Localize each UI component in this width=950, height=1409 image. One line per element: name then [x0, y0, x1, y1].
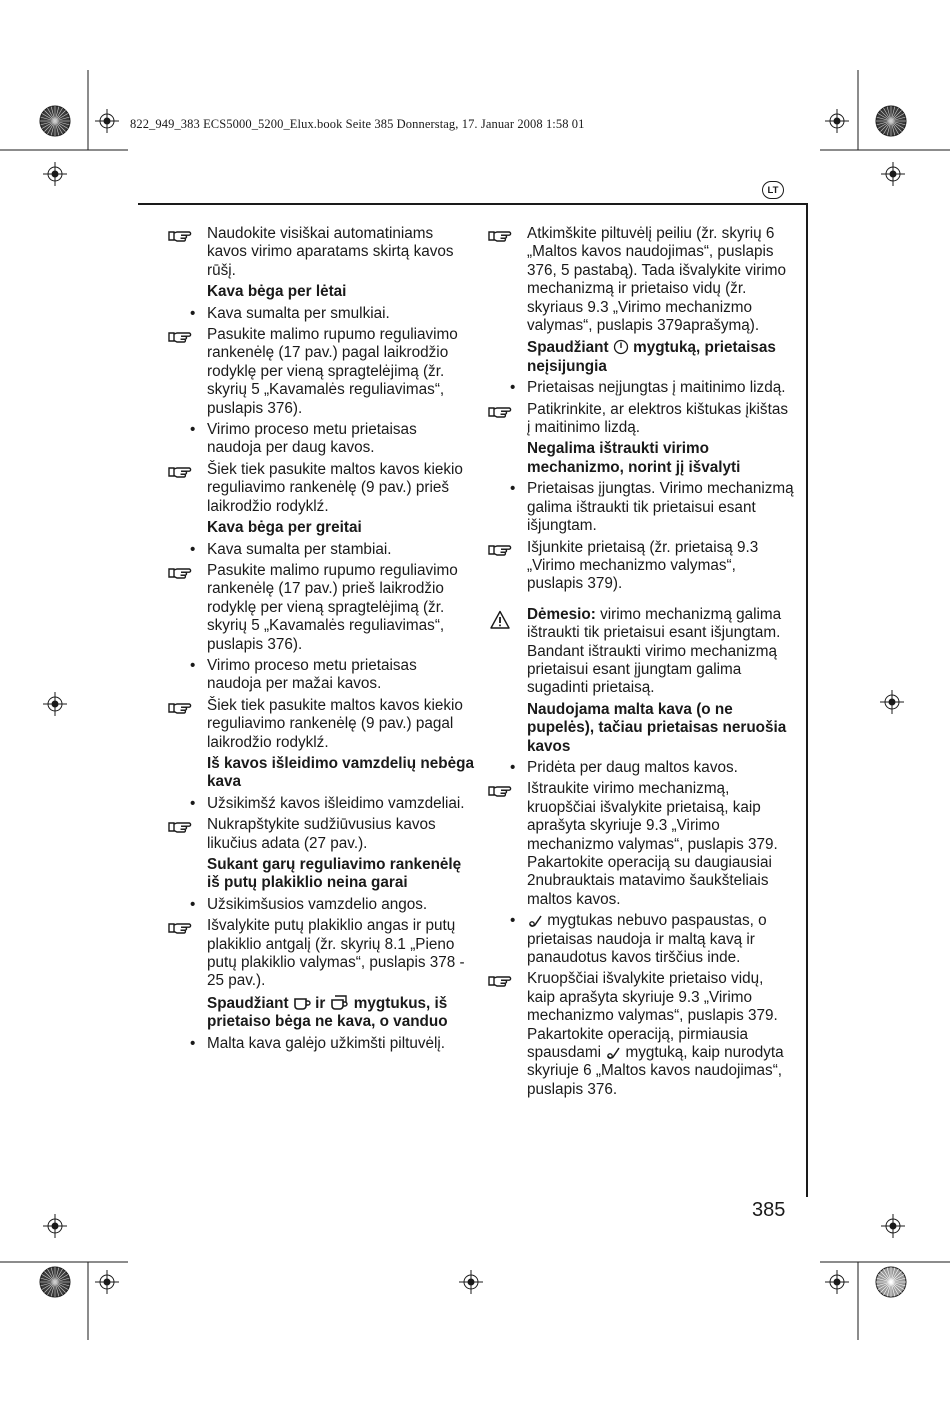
instruction-item — [168, 562, 474, 654]
instruction-item — [168, 326, 474, 418]
pointing-hand-icon — [488, 783, 512, 798]
registration-target — [48, 697, 62, 711]
problem-heading — [168, 755, 474, 792]
pointing-hand-icon — [168, 819, 192, 834]
cause-text: Pridėta per daug maltos kavos. — [527, 758, 738, 776]
disc-ray — [891, 107, 895, 121]
problem-heading — [488, 338, 794, 376]
pointing-hand-marker — [488, 541, 527, 559]
pointing-hand-icon — [488, 542, 512, 557]
warning-text: virimo mechanizmą galima ištraukti tik prietaisui esant išjungtam. Bandant ištraukti virimo mechanizmą prietaisui esant įjungtam galima sugadinti prietaisą. — [527, 605, 782, 697]
disc-ray — [55, 121, 68, 129]
disc-ray — [55, 1278, 69, 1282]
instruction-text: Pasukite malimo rupumo reguliavimo rankenėlę (17 pav.) pagal laikrodžio rodyklę per vieną spragtelėjimą (žr. skyrių 5 „Kavamalės reguliavimas“, puslapis 376). — [207, 326, 458, 417]
instruction-text: Nukrapštykite sudžiūvusius kavos likučius adata (27 pav.). — [207, 816, 436, 852]
disc-ray — [48, 1269, 56, 1282]
language-badge: LT — [762, 181, 784, 199]
cause-text: Kava sumalta per stambiai. — [207, 540, 392, 558]
pointing-hand-icon — [488, 228, 512, 243]
instruction-item — [168, 461, 474, 516]
disc-ray — [55, 121, 63, 134]
print-metadata: 822_949_383 ECS5000_5200_Elux.book Seite 385 Donnerstag, 17. Januar 2008 1:58 01 — [130, 117, 585, 131]
bullet-marker — [168, 896, 207, 914]
disc-ray — [878, 1282, 891, 1290]
problem-heading — [168, 283, 474, 301]
cause-item — [488, 480, 794, 535]
disc-ray — [877, 117, 891, 121]
disc-ray — [48, 108, 56, 121]
single-cup-icon — [293, 995, 311, 1011]
disc-ray — [55, 1282, 59, 1296]
disc-ray — [880, 121, 891, 132]
bullet-marker — [168, 657, 207, 675]
disc-ray — [884, 1269, 892, 1282]
registration-dot — [104, 1279, 110, 1285]
disc-ray — [44, 1271, 55, 1282]
bullet-dot: • — [190, 1034, 196, 1052]
registration-target — [830, 114, 844, 128]
problem-heading-text: Naudojama malta kava (o ne pupelės), tačiau prietaisas neruošia kavos — [527, 700, 787, 755]
pointing-hand-marker — [488, 782, 527, 800]
registration-target — [48, 1219, 62, 1233]
registration-dot — [468, 1279, 474, 1285]
power-icon — [613, 338, 629, 355]
instruction-item — [168, 917, 474, 991]
color-bar-disc — [876, 106, 906, 136]
ground-coffee-scoop-icon — [605, 1045, 621, 1060]
pointing-hand-marker — [168, 919, 207, 937]
warning-marker — [490, 610, 529, 628]
registration-target — [464, 1275, 478, 1289]
disc-ray — [55, 1282, 66, 1293]
instruction-item — [488, 539, 794, 594]
problem-heading-text: Kava bėga per lėtai — [207, 283, 347, 301]
instruction-item — [488, 970, 794, 1099]
disc-ray — [55, 121, 59, 135]
instruction-item — [488, 401, 794, 438]
cause-item — [168, 421, 474, 458]
disc-ray — [891, 1282, 905, 1286]
disc-ray — [891, 117, 905, 121]
disc-ray — [51, 121, 55, 135]
pointing-hand-marker — [488, 227, 527, 245]
pointing-hand-icon — [168, 700, 192, 715]
pointing-hand-marker — [168, 564, 207, 582]
instruction-item — [488, 780, 794, 909]
disc-ray — [891, 1278, 905, 1282]
disc-ray — [887, 1268, 891, 1282]
pointing-hand-marker — [168, 818, 207, 836]
cause-text: Užsikimšź kavos išleidimo vamzdeliai. — [207, 794, 465, 812]
right-column — [488, 225, 794, 1102]
disc-ray — [55, 1282, 69, 1286]
pointing-hand-marker — [168, 328, 207, 346]
bullet-marker — [488, 912, 527, 930]
bullet-dot: • — [190, 794, 196, 812]
disc-ray — [891, 114, 904, 122]
instruction-text: Šiek tiek pasukite maltos kavos kiekio reguliavimo rankenėlę (9 pav.) prieš laikrodžio rodyklź. — [207, 460, 463, 515]
bullet-dot: • — [190, 895, 196, 913]
problem-heading-text: Kava bėga per greitai — [207, 519, 362, 537]
disc-ray — [891, 121, 905, 125]
registration-target — [886, 1219, 900, 1233]
disc-ray — [891, 1282, 904, 1290]
cause-item — [488, 759, 794, 777]
cause-text: Virimo proceso metu prietaisas naudoja per mažai kavos. — [207, 656, 417, 693]
color-bar-disc — [876, 1267, 906, 1297]
disc-ray — [55, 1271, 66, 1282]
pointing-hand-icon — [488, 973, 512, 988]
disc-ray — [55, 1282, 68, 1290]
instruction-text-a: Kruopščiai išvalykite prietaiso vidų, kaip aprašyta skyriuje 9.3 „Virimo mechanizmo valymas“, puslapis 379. Pakartokite operaciją, pirmiausia spausdami — [527, 970, 778, 1062]
bullet-marker — [168, 1035, 207, 1053]
heading-text-a: Spaudžiant — [527, 339, 609, 357]
disc-ray — [887, 107, 891, 121]
disc-ray — [55, 1282, 63, 1295]
cause-item — [168, 795, 474, 813]
bullet-dot: • — [190, 304, 196, 322]
disc-ray — [887, 121, 891, 135]
bullet-marker — [168, 305, 207, 323]
pointing-hand-icon — [168, 228, 192, 243]
bullet-dot: • — [190, 656, 196, 674]
bullet-dot: • — [510, 912, 516, 930]
disc-ray — [891, 1275, 904, 1283]
cause-text: Prietaisas neįjungtas į maitinimo lizdą. — [527, 379, 786, 397]
disc-ray — [51, 107, 55, 121]
disc-ray — [880, 1282, 891, 1293]
instruction-text: Atkimškite piltuvėlį peiliu (žr. skyrių 6 „Maltos kavos naudojimas“, puslapis 376, 5 pastabą). Tada išvalykite virimo mechanizmą ir prietaiso vidų (žr. skyriaus 9.3 „Virimo mechanizmo valymas“, puslapis 379aprašymą). — [527, 225, 787, 335]
cause-text: Prietaisas įjungtas. Virimo mechanizmą galima ištraukti tik prietaisui esant išjungtam. — [527, 480, 794, 535]
cause-item — [488, 912, 794, 967]
cause-item — [168, 896, 474, 914]
cause-item — [168, 305, 474, 323]
pointing-hand-icon — [168, 920, 192, 935]
instruction-item — [168, 697, 474, 752]
disc-ray — [48, 121, 56, 134]
bullet-marker — [168, 795, 207, 813]
cause-text: mygtukas nebuvo paspaustas, o prietaisas naudoja ir maltą kavą ir panaudotus kavos tirščius inde. — [527, 912, 767, 967]
registration-dot — [104, 118, 110, 124]
disc-ray — [891, 1282, 902, 1293]
pointing-hand-icon — [488, 404, 512, 419]
bullet-marker — [488, 759, 527, 777]
instruction-item — [168, 816, 474, 853]
cause-text: Kava sumalta per smulkiai. — [207, 304, 390, 322]
warning-item — [488, 606, 794, 698]
registration-dot — [834, 118, 840, 124]
disc-ray — [55, 1269, 63, 1282]
disc-ray — [891, 1269, 899, 1282]
page-number: 385 — [752, 1199, 786, 1221]
registration-target — [830, 1275, 844, 1289]
disc-ray — [44, 1282, 55, 1293]
disc-ray — [41, 121, 55, 125]
pointing-hand-icon — [168, 565, 192, 580]
disc-ray — [55, 107, 59, 121]
disc-ray — [41, 117, 55, 121]
disc-ray — [877, 121, 891, 125]
registration-dot — [834, 1279, 840, 1285]
disc-ray — [878, 121, 891, 129]
left-column — [168, 225, 474, 1056]
problem-heading — [168, 519, 474, 537]
bullet-dot: • — [510, 758, 516, 776]
cause-text: Malta kava galėjo užkimšti piltuvėlį. — [207, 1034, 446, 1052]
bullet-dot: • — [510, 480, 516, 498]
disc-ray — [55, 1268, 59, 1282]
disc-ray — [891, 1282, 899, 1295]
bullet-marker — [488, 480, 527, 498]
disc-ray — [880, 110, 891, 121]
disc-ray — [55, 108, 63, 121]
disc-ray — [877, 1282, 891, 1286]
bullet-dot: • — [190, 421, 196, 439]
instruction-item — [168, 225, 474, 280]
bullet-dot: • — [190, 540, 196, 558]
disc-ray — [884, 121, 892, 134]
registration-dot — [52, 171, 58, 177]
heading-text-b: mygtuką, prietaisas neįsijungia — [527, 339, 776, 375]
pointing-hand-marker — [168, 699, 207, 717]
color-bar-disc — [40, 106, 70, 136]
instruction-text: Išjunkite prietaisą (žr. prietaisą 9.3 „Virimo mechanizmo valymas“, puslapis 379). — [527, 538, 759, 593]
bullet-marker — [168, 541, 207, 559]
disc-ray — [55, 114, 68, 122]
instruction-text: Patikrinkite, ar elektros kištukas įkištas į maitinimo lizdą. — [527, 400, 788, 437]
top-rule — [138, 203, 807, 205]
registration-target — [48, 167, 62, 181]
registration-target — [886, 167, 900, 181]
disc-ray — [891, 121, 899, 134]
problem-heading — [168, 994, 474, 1032]
warning-label: Dėmesio: — [527, 605, 596, 623]
disc-ray — [42, 114, 55, 122]
problem-heading — [488, 701, 794, 756]
disc-ray — [42, 1282, 55, 1290]
disc-ray — [42, 121, 55, 129]
instruction-text: Naudokite visiškai automatiniams kavos virimo aparatams skirtą kavos rūšį. — [207, 225, 454, 279]
disc-ray — [884, 1282, 892, 1295]
heading-text-c: mygtukus, iš prietaiso bėga ne kava, o vanduo — [207, 994, 448, 1031]
disc-ray — [891, 121, 895, 135]
disc-ray — [55, 121, 66, 132]
disc-ray — [887, 1282, 891, 1296]
heading-text-a: Spaudžiant — [207, 994, 289, 1012]
disc-ray — [891, 121, 904, 129]
problem-heading — [488, 440, 794, 477]
disc-ray — [48, 1282, 56, 1295]
instruction-text: Išvalykite putų plakiklio angas ir putų plakiklio antgalį (žr. skyrių 8.1 „Pieno putų plakiklio valymas“, puslapis 378 - 25 pav.). — [207, 917, 465, 990]
pointing-hand-marker — [168, 227, 207, 245]
disc-ray — [55, 121, 69, 125]
color-bar-disc — [40, 1267, 70, 1297]
instruction-item — [488, 225, 794, 335]
disc-ray — [55, 117, 69, 121]
problem-heading-text: Iš kavos išleidimo vamzdelių nebėga kava — [207, 754, 474, 791]
disc-ray — [891, 1271, 902, 1282]
registration-dot — [890, 171, 896, 177]
cause-item — [168, 541, 474, 559]
disc-ray — [878, 1275, 891, 1283]
disc-ray — [880, 1271, 891, 1282]
heading-text-b: ir — [315, 994, 326, 1012]
bullet-marker — [488, 379, 527, 397]
disc-ray — [44, 121, 55, 132]
instruction-text-b: mygtuką, kaip nurodyta skyriuje 6 „Maltos kavos naudojimas“, puslapis 376. — [527, 1044, 784, 1098]
registration-target — [100, 114, 114, 128]
disc-ray — [891, 110, 902, 121]
cause-text: Virimo proceso metu prietaisas naudoja per daug kavos. — [207, 421, 417, 457]
disc-ray — [884, 108, 892, 121]
registration-dot — [889, 699, 895, 705]
problem-heading-text: Negalima ištraukti virimo mechanizmo, norint jį išvalyti — [527, 440, 741, 476]
disc-ray — [41, 1278, 55, 1282]
disc-ray — [42, 1275, 55, 1283]
bullet-marker — [168, 421, 207, 439]
pointing-hand-marker — [488, 403, 527, 421]
disc-ray — [891, 108, 899, 121]
instruction-text: Pasukite malimo rupumo reguliavimo rankenėlę (17 pav.) prieš laikrodžio rodyklę per vieną spragtelėjimą (žr. skyrių 5 „Kavamalės reguliavimas“, puslapis 376). — [207, 561, 458, 653]
pointing-hand-icon — [168, 329, 192, 344]
pointing-hand-icon — [168, 464, 192, 479]
cause-item — [168, 657, 474, 694]
disc-ray — [891, 121, 902, 132]
instruction-text: Šiek tiek pasukite maltos kavos kiekio reguliavimo rankenėlę (9 pav.) pagal laikrodžio rodyklź. — [207, 696, 463, 751]
registration-target — [100, 1275, 114, 1289]
pointing-hand-marker — [168, 463, 207, 481]
cause-text: Užsikimšusios vamzdelio angos. — [207, 895, 428, 913]
disc-ray — [878, 114, 891, 122]
pointing-hand-marker — [488, 972, 527, 990]
bullet-dot: • — [510, 379, 516, 397]
disc-ray — [51, 1282, 55, 1296]
ground-coffee-scoop-icon — [527, 913, 543, 928]
warning-icon — [490, 610, 510, 629]
registration-dot — [890, 1223, 896, 1229]
disc-ray — [51, 1268, 55, 1282]
right-rule — [806, 203, 808, 1197]
disc-ray — [55, 1275, 68, 1283]
registration-dot — [52, 701, 58, 707]
double-cup-icon — [330, 994, 350, 1011]
registration-target — [885, 695, 899, 709]
disc-ray — [891, 1268, 895, 1282]
disc-ray — [41, 1282, 55, 1286]
cause-item — [168, 1035, 474, 1053]
disc-ray — [44, 110, 55, 121]
disc-ray — [891, 1282, 895, 1296]
disc-ray — [55, 110, 66, 121]
instruction-text: Ištraukite virimo mechanizmą, kruopščiai išvalykite prietaisą, kaip aprašyta skyriuje 9.3 „Virimo mechanizmo valymas“, puslapis 379. Pakartokite operaciją su daugiausiai 2nubrauktais matavimo šaukšteliais maltos kavos. — [527, 780, 778, 908]
disc-ray — [877, 1278, 891, 1282]
problem-heading-text: Sukant garų reguliavimo rankenėlę iš putų plakiklio neina garai — [207, 856, 462, 892]
cause-item — [488, 379, 794, 397]
problem-heading — [168, 856, 474, 893]
registration-dot — [52, 1223, 58, 1229]
